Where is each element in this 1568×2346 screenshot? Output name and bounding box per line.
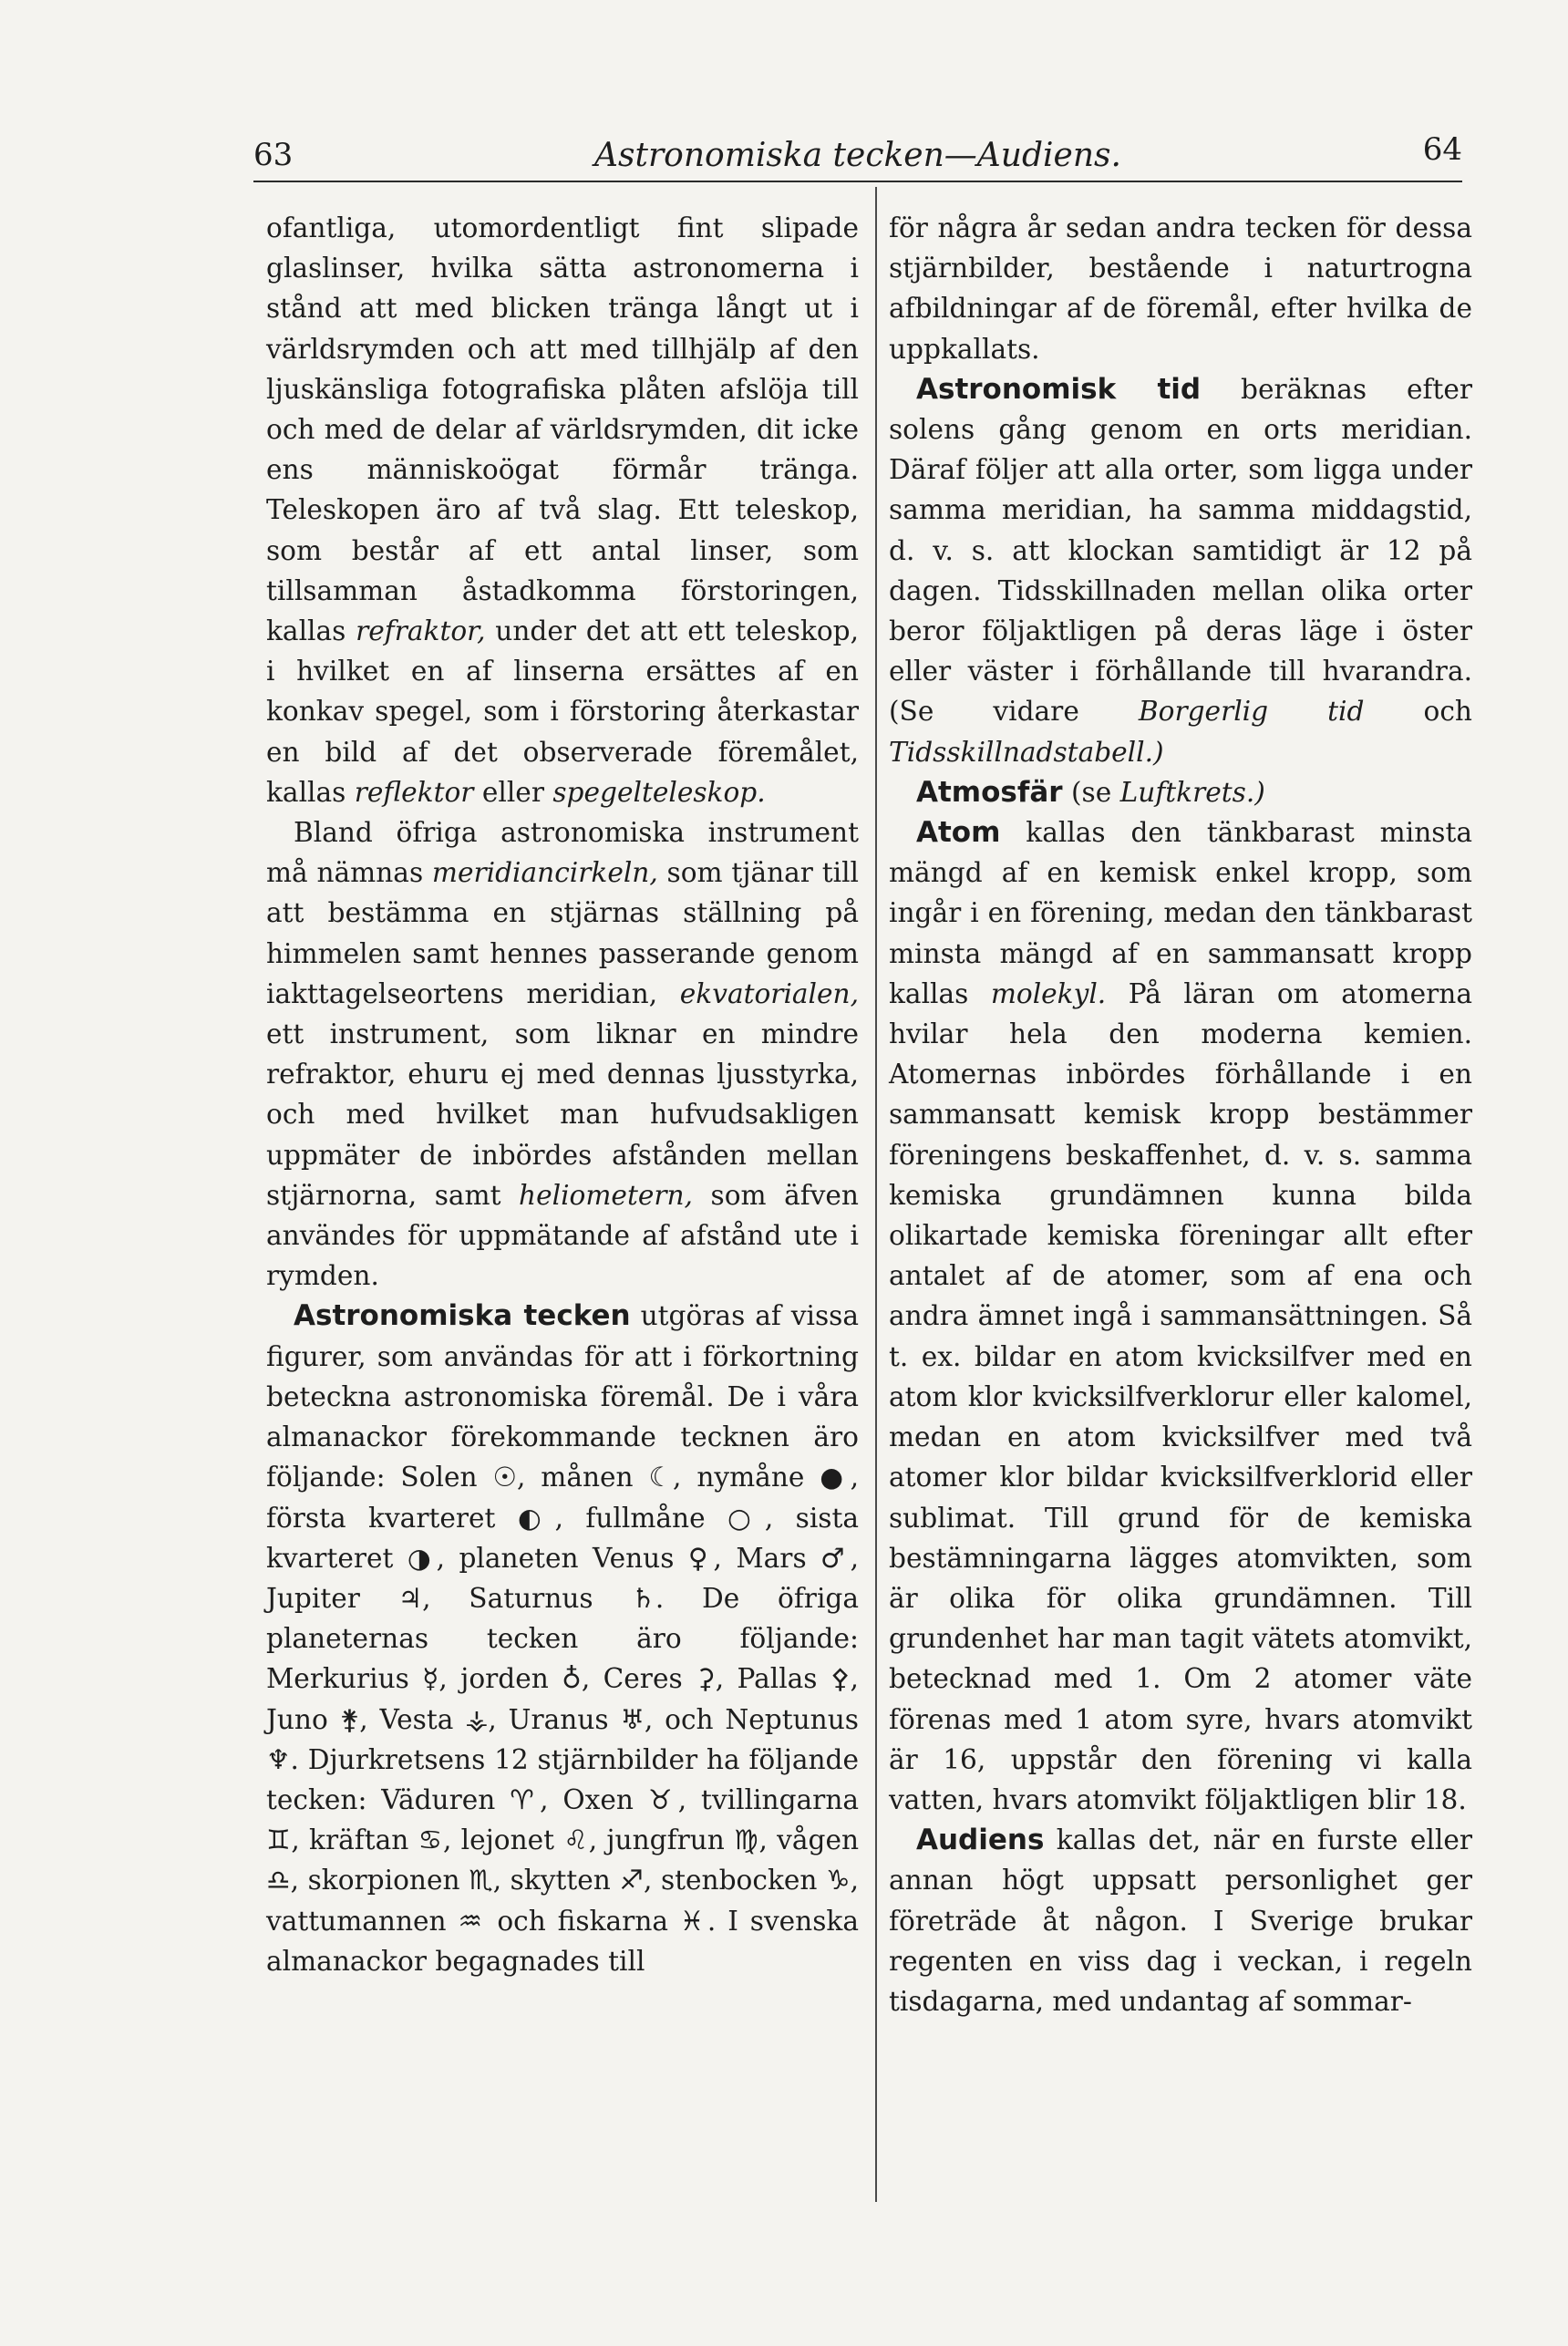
text: som äfven användes för uppmätande af afstånd ute i rymden. <box>266 1179 859 1292</box>
text: , Juno <box>266 1663 859 1735</box>
text: ett instrument, som liknar en mindre refraktor, ehuru ej med dennas ljusstyrka, och med hvilket man hufvudsakligen uppmäter de inbördes afstånden mellan stjärnorna, samt <box>266 1018 859 1211</box>
venus-symbol-icon: ♀ <box>687 1542 714 1574</box>
text: , sista kvarteret <box>266 1502 860 1574</box>
text: beräknas efter solens gång genom en orts meridian. Däraf följer att alla orter, som ligga under samma meridian, ha samma middagstid, d. v. s. att klockan samtidigt är 12 på dagen. Tidsskillnaden mellan olika orter beror följaktligen på deras läge i öster eller väster i förhållande till hvarandra. (Se vidare <box>889 373 1472 728</box>
paragraph-instruments <box>266 812 859 1296</box>
text: , vågen <box>758 1824 860 1856</box>
neptune-symbol-icon: ♆ <box>266 1743 291 1775</box>
text: , skorpionen <box>290 1865 469 1896</box>
text: eller <box>473 776 553 808</box>
libra-symbol-icon: ♎ <box>266 1865 291 1896</box>
left-column <box>266 208 859 1981</box>
juno-symbol-icon: ⚵ <box>339 1703 360 1735</box>
earth-symbol-icon: ♁ <box>562 1663 582 1695</box>
text: , skytten <box>492 1865 620 1896</box>
page-number-right: 64 <box>1422 131 1462 168</box>
entry-atmosfar <box>889 772 1472 812</box>
text: , stenbocken <box>644 1865 826 1896</box>
text: , första kvarteret <box>266 1462 860 1534</box>
text: och <box>1364 696 1472 728</box>
jupiter-symbol-icon: ♃ <box>397 1582 423 1614</box>
mercury-symbol-icon: ☿ <box>422 1663 439 1695</box>
taurus-symbol-icon: ♉ <box>647 1783 678 1815</box>
entry-astronomiska-tecken <box>266 1296 859 1980</box>
sagittarius-symbol-icon: ♐ <box>619 1865 645 1896</box>
aquarius-symbol-icon: ♒ <box>458 1905 486 1937</box>
uranus-symbol-icon: ♅ <box>620 1703 645 1735</box>
text: , kräftan <box>291 1824 418 1856</box>
cross-reference: Borgerlig tid <box>1138 696 1365 728</box>
text: , Ceres <box>581 1663 696 1695</box>
term-spegelteleskop: spegelteleskop. <box>552 776 766 808</box>
mars-symbol-icon: ♂ <box>820 1542 851 1574</box>
text: . Djurkretsens 12 stjärnbilder ha följande tecken: Väduren <box>266 1743 859 1815</box>
page-number-left: 63 <box>253 137 294 173</box>
sun-symbol-icon: ☉ <box>492 1462 517 1493</box>
scorpio-symbol-icon: ♏ <box>469 1865 493 1896</box>
last-quarter-symbol-icon: ◑ <box>407 1542 437 1574</box>
text: (se <box>1062 776 1120 808</box>
text: , Jupiter <box>266 1542 860 1614</box>
full-moon-symbol-icon: ○ <box>727 1502 765 1534</box>
leo-symbol-icon: ♌ <box>563 1824 589 1856</box>
page-header <box>253 129 1462 181</box>
headword: Atmosfär <box>916 775 1063 809</box>
text: . I svenska almanackor begagnades till <box>266 1905 860 1977</box>
header-rule <box>253 181 1462 182</box>
text: , Uranus <box>488 1703 621 1735</box>
headword: Atom <box>916 816 1001 850</box>
text: kallas den tänkbarast minsta mängd af en kemisk enkel kropp, som ingår i en förening, medan den tänkbarast minsta mängd af en sammansatt kropp kallas <box>889 817 1472 1009</box>
text: , Vesta <box>359 1703 466 1735</box>
text: , månen <box>516 1462 649 1493</box>
entry-astronomisk-tid <box>889 369 1472 772</box>
text: , Pallas <box>715 1663 830 1695</box>
cross-reference: Luftkrets.) <box>1119 776 1265 808</box>
text: och fiskarna <box>485 1905 680 1937</box>
running-title: Astronomiska tecken—Audiens. <box>594 137 1121 174</box>
term-ekvatorialen: ekvatorialen, <box>679 977 859 1009</box>
term-meridiancirkeln: meridiancirkeln, <box>431 857 658 889</box>
capricorn-symbol-icon: ♑ <box>825 1865 851 1896</box>
term-heliometern: heliometern, <box>519 1179 693 1211</box>
headword: Astronomisk tid <box>916 372 1202 406</box>
new-moon-symbol-icon: ● <box>820 1462 851 1493</box>
text: , jorden <box>438 1663 562 1695</box>
text: som tjänar till att bestämma en stjärnas ställning på himmelen samt hennes passerande genom iakttagelseortens meridian, <box>266 857 859 1009</box>
paragraph-continuation <box>889 208 1472 369</box>
text: , Oxen <box>540 1783 648 1815</box>
text: . De öfriga planeternas tecken äro följande: Merkurius <box>266 1582 859 1695</box>
text: , Saturnus <box>422 1582 632 1614</box>
first-quarter-symbol-icon: ◐ <box>517 1502 555 1534</box>
text: , och Neptunus <box>644 1703 859 1735</box>
vesta-symbol-icon: ⚶ <box>465 1703 489 1735</box>
text: , nymåne <box>673 1462 820 1493</box>
text: , Mars <box>713 1542 821 1574</box>
entry-audiens <box>889 1820 1472 2021</box>
paragraph-telescopes <box>266 208 859 812</box>
cross-reference: Tidsskillnadstabell.) <box>889 736 1164 768</box>
right-column <box>889 208 1472 2021</box>
text: för några år sedan andra tecken för dessa stjärnbilder, bestående i naturtrogna afbildningar af de föremål, efter hvilka de uppkallats. <box>889 212 1472 365</box>
term-refraktor: refraktor, <box>356 615 486 647</box>
text: , tvillingarna <box>677 1783 860 1815</box>
pallas-symbol-icon: ⚴ <box>830 1663 851 1695</box>
text: På läran om atomerna hvilar hela den moderna kemien. Atomernas inbördes förhållande i en sammansatt kemisk kropp bestämmer föreningens beskaffenhet, d. v. s. samma kemiska grundämnen kunna bilda olikartade kemiska föreningar allt efter antalet af de atomer, som af ena och andra ämnet ingå i sammansättningen. Så t. ex. bildar en atom kvicksilfver med en atom klor kvicksilfverklorur eller kalomel, medan en atom kvicksilfver med två atomer klor bildar kvicksilfverklorid eller sublimat. Till grund för de kemiska bestämningarna lägges atomvikten, som är olika för olika grundämnen. Till grundenhet har man tagit vätets atomvikt, betecknad med 1. Om 2 atomer väte förenas med 1 atom syre, hvars atomvikt är 16, uppstår den förening vi kalla vatten, hvars atomvikt följaktligen blir 18. <box>889 977 1472 1815</box>
text: kallas det, när en furste eller annan högt uppsatt personlighet ger företräde åt någon. I Sverige brukar regenten en viss dag i veckan, i regeln tisdagarna, med undantag af sommar- <box>889 1824 1472 2017</box>
term-molekyl: molekyl. <box>990 977 1107 1009</box>
text: ofantliga, utomordentligt fint slipade glaslinser, hvilka sätta astronomerna i stånd att med blicken tränga långt ut i världsrymden och att med tillhjälp af den ljuskänsliga fotografiska plåten afslöja till och med de delar af världsrymden, dit icke ens människoögat förmår tränga. Teleskopen äro af två slag. Ett teleskop, som består af ett antal linser, som tillsamman åstadkomma förstoringen, kallas <box>266 212 859 647</box>
saturn-symbol-icon: ♄ <box>631 1582 655 1614</box>
entry-atom <box>889 812 1472 1820</box>
term-reflektor: reflektor <box>354 776 474 808</box>
moon-symbol-icon: ☾ <box>648 1462 674 1493</box>
virgo-symbol-icon: ♍ <box>734 1824 759 1856</box>
text: , lejonet <box>442 1824 564 1856</box>
text: Bland öfriga astronomiska instrument må nämnas <box>266 817 859 889</box>
text: utgöras af vissa figurer, som användas för att i förkortning beteckna astronomiska föremål. De i våra almanackor förekommande tecknen äro följande: Solen <box>266 1300 859 1493</box>
ceres-symbol-icon: ⚳ <box>696 1663 716 1695</box>
column-divider <box>875 187 877 2202</box>
text: , jungfrun <box>588 1824 735 1856</box>
gemini-symbol-icon: ♊ <box>266 1824 292 1856</box>
pisces-symbol-icon: ♓ <box>679 1905 707 1937</box>
aries-symbol-icon: ♈ <box>510 1783 541 1815</box>
cancer-symbol-icon: ♋ <box>418 1824 443 1856</box>
text: under det att ett teleskop, i hvilket en af linserna ersättes af en konkav spegel, som i förstoring återkastar en bild af det observerade föremålet, kallas <box>266 615 859 808</box>
text: , fullmåne <box>554 1502 728 1534</box>
headword: Astronomiska tecken <box>294 1299 631 1333</box>
headword: Audiens <box>916 1824 1045 1857</box>
text: , vattumannen <box>266 1865 860 1937</box>
text: , planeten Venus <box>436 1542 688 1574</box>
